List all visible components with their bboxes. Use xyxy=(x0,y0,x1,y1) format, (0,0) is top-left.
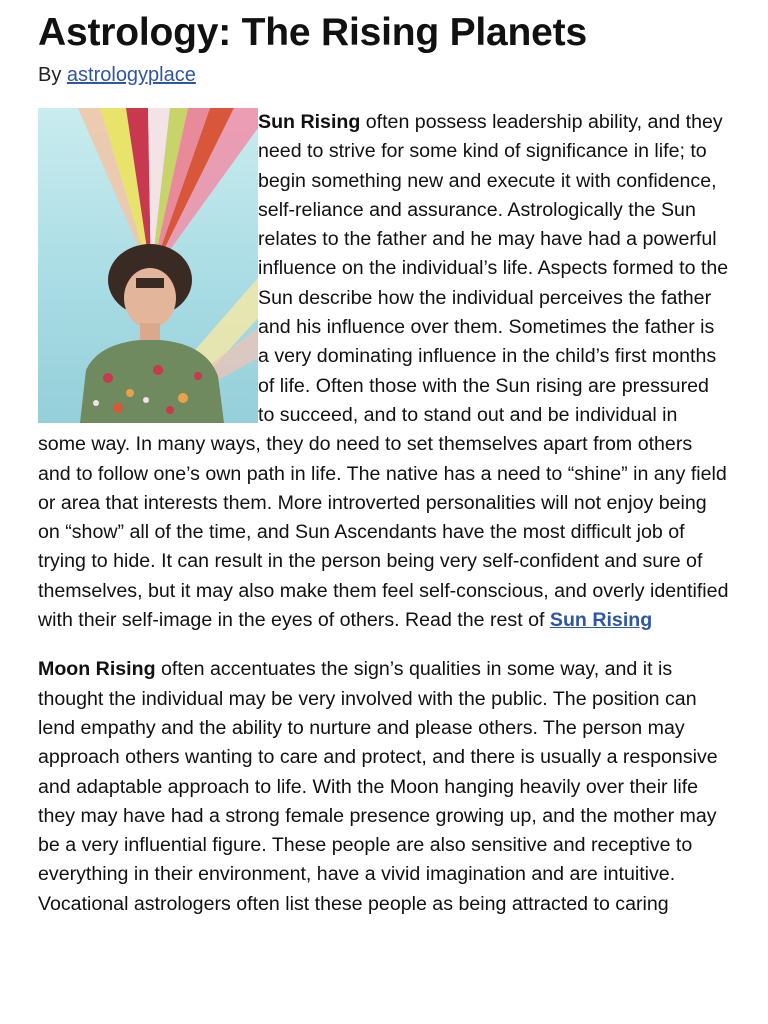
sun-rising-link[interactable]: Sun Rising xyxy=(549,609,653,632)
byline xyxy=(38,62,730,88)
article xyxy=(38,0,730,919)
article-title: Astrology: The Rising Planets xyxy=(38,11,587,54)
byline-prefix: By xyxy=(38,64,62,86)
moon-rising-paragraph xyxy=(38,655,730,919)
article-illustration xyxy=(38,108,258,423)
illustration-artwork xyxy=(38,108,258,423)
moon-rising-lead: Moon Rising xyxy=(38,658,156,681)
sun-rising-paragraph xyxy=(38,108,730,635)
sun-rising-lead: Sun Rising xyxy=(258,111,361,133)
sun-rising-text: often possess leadership ability, and they need to strive for some kind of significance in life; to begin something new and execute it with confidence, self-reliance and assurance. Astrologically the Sun relates to the father and he may have had a powerful influence on the individual’s life. Aspects formed to the Sun describe how the individual perceives the father and his influence over them. Sometimes the father is a very dominating influence in the child’s first months of life. Often those with the Sun rising are pressured to succeed, and to stand out and be individual in some way. In many ways, they do need to set themselves apart from others and to follow one’s own path in life. The native has a need to “shine” in any field or area that interests them. More introverted personalities will not enjoy being on “show” all of the time, and Sun Ascendants have the most difficult job of trying to hide. It can result in the person being very self-confident and sure of themselves, but it may also make them feel self-conscious, and overly identified with their self-image in the eyes of others. Read the rest of xyxy=(38,111,729,632)
author-link[interactable]: astrologyplace xyxy=(66,64,196,86)
moon-rising-text: often accentuates the sign’s qualities in some way, and it is thought the individual may be very involved with the public. The position can lend empathy and the ability to nurture and please others. The person may approach others wanting to care and protect, and there is usually a responsive and adaptable approach to life. With the Moon hanging heavily over their life they may have had a strong female presence growing up, and the mother may be a very influential figure. These people are also sensitive and receptive to everything in their environment, have a vivid imagination and are intuitive. Vocational astrologers often list these people as being attracted to caring xyxy=(38,658,718,915)
